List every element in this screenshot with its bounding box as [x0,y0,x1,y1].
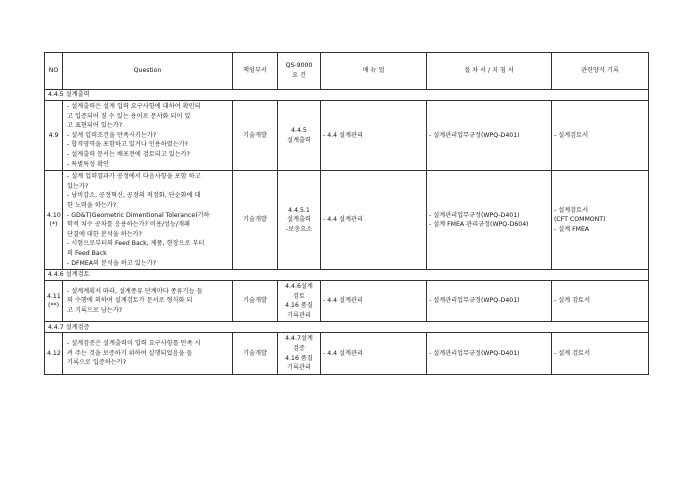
table-row [45,171,649,270]
section-title: 4.4.5 설계출력 [45,90,649,101]
row-forms [552,333,649,374]
procedure-line: - 설계관리업무규정(WPQ-D401) [429,131,520,139]
row-forms [552,171,649,270]
header-manual: 매 뉴 얼 [321,53,427,90]
question-line: - 특별특성 확인 [67,160,110,168]
question-line: - 설계출력은 설계 입력 요구사항에 대하여 확인되 [67,103,201,110]
row-manual: - 4.4 설계관리 [321,281,427,322]
header-qs-line1: QS-9000 [285,62,313,70]
forms-line: - 설계검토서 [554,206,589,214]
question-line: - DFMEA의 분석을 하고 있는가? [67,259,156,267]
question-line: 고 입증되어 질 수 있는 용어로 문서화 되어 있 [67,112,191,120]
row-number [45,333,63,374]
question-line: - 시험으로부터의 Feed Back, 제품, 현장으로 부터 [67,240,205,248]
question-line: - 설계 입력조건을 만족시키는가? [67,131,157,139]
qs-line: 4.4.5 [291,126,307,134]
procedure-line: - 설계관리업무규정(WPQ-D401) [429,297,520,305]
qs-line: 기록관리 [287,311,311,319]
question-line: - GD&T(Geometric Dimentional Tolerance)기하 [67,211,210,219]
table-row [45,101,649,171]
forms-line: (CFT COMMONT) [554,216,606,224]
header-no: NO [45,53,63,90]
header-procedure: 절 차 서 / 지 침 서 [427,53,552,90]
row-procedure [427,171,552,270]
row-question [63,281,233,322]
header-qs [278,53,321,90]
question-line: - 낭비감소, 공정혁신, 공정의 적정화, 단순화에 대 [67,192,201,200]
forms-line: - 설계검토서 [554,131,589,139]
header-question: Question [63,53,233,90]
row-number-line: 4.9 [48,131,59,139]
question-line: - 설계검증은 설계출력이 입력 요구사항를 만족 시 [67,340,201,348]
row-forms [552,281,649,322]
qs-line: 검토 [293,292,305,300]
row-question [63,101,233,171]
header-qs-line2: 요 건 [292,72,306,79]
row-manual: - 4.4 설계관리 [321,333,427,374]
question-line: 단결에 대한 분석을 하는가? [67,230,142,238]
procedure-line: - 설계관리업무규정(WPQ-D401) [429,349,520,357]
table-row [45,333,649,374]
procedure-line: - 설계 FMEA 관리규정(WPQ-D604) [429,221,529,229]
question-line: - 합격영역을 포함하고 있거나 인용하였는가? [67,141,188,149]
row-procedure [427,281,552,322]
qs-line: 4.16 품질 [285,302,313,310]
question-line: 고 기록으로 남는가? [67,307,123,315]
qs-line: 4.16 품질 [285,354,313,362]
qs-line: 설계출력 [287,216,311,224]
section-row [45,90,649,101]
section-title: 4.4.6 설계검토 [45,270,649,281]
row-number-line: (*) [49,221,58,229]
row-question [63,171,233,270]
question-line: 고 표현되어 있는가? [67,122,123,130]
forms-line: - 설계 검토서 [554,349,591,357]
question-line: 한 노력을 하는가? [67,201,117,209]
qs-line: 4.4.5.1 [288,206,310,214]
table-body [45,90,649,375]
question-line: 의 수행에 의하여 설계검토가 문서로 형식화 되 [67,297,193,305]
row-manual: - 4.4 설계관리 [321,101,427,171]
question-line: - 설계 입력결과가 공정에서 다음사항을 포함 하고 [67,173,201,181]
question-line: 의 Feed Back [67,249,107,257]
row-number-line: 4.11 [47,292,61,300]
row-qs-requirement [278,333,321,374]
audit-checklist-table [44,52,649,375]
question-line: 학적 치수 공차를 응용하는가? 비용/성능/개패 [67,221,190,229]
qs-line: 4.4.7설계 [285,335,313,343]
row-procedure [427,101,552,171]
question-line: - 설계출력 문서는 배포전에 검토되고 있는가? [67,150,190,158]
row-manual: - 4.4 설계관리 [321,171,427,270]
row-dept: 기술개발 [233,171,278,270]
question-line: - 설계계획서 따라, 설계종류 단계마다 종류기능 들 [67,287,203,295]
question-line: 있는가? [67,182,89,190]
row-qs-requirement [278,281,321,322]
qs-line: 설계출력 [287,136,311,144]
question-line: 켜 주는 것을 보증하기 위하여 실행되었음을 들 [67,349,193,357]
forms-line: - 설계 FMEA [554,225,590,233]
row-number [45,281,63,322]
row-number-line: 4.12 [47,349,61,357]
row-dept: 기술개발 [233,101,278,171]
header-dept: 책임부서 [233,53,278,90]
row-number [45,101,63,171]
header-row [45,53,649,90]
row-number [45,171,63,270]
row-procedure [427,333,552,374]
row-dept: 기술개발 [233,333,278,374]
table-row [45,281,649,322]
header-forms: 관련양식 기록 [552,53,649,90]
row-forms [552,101,649,171]
section-row [45,270,649,281]
qs-line: 검증 [293,345,305,353]
qs-line: 기록관리 [287,364,311,372]
row-number-line: 4.10 [47,211,61,219]
qs-line: 4.4.6설계 [285,283,313,291]
section-row [45,322,649,333]
row-number-line: (**) [47,302,59,310]
row-question [63,333,233,374]
row-qs-requirement [278,101,321,171]
question-line: 기록으로 입증하는가? [67,359,127,367]
row-qs-requirement [278,171,321,270]
row-dept: 기술개발 [233,281,278,322]
procedure-line: - 설계관리업무규정(WPQ-D401) [429,211,520,219]
forms-line: - 설계 검토서 [554,297,591,305]
qs-line: -보충요소 [285,225,313,233]
section-title: 4.4.7 설계검증 [45,322,649,333]
